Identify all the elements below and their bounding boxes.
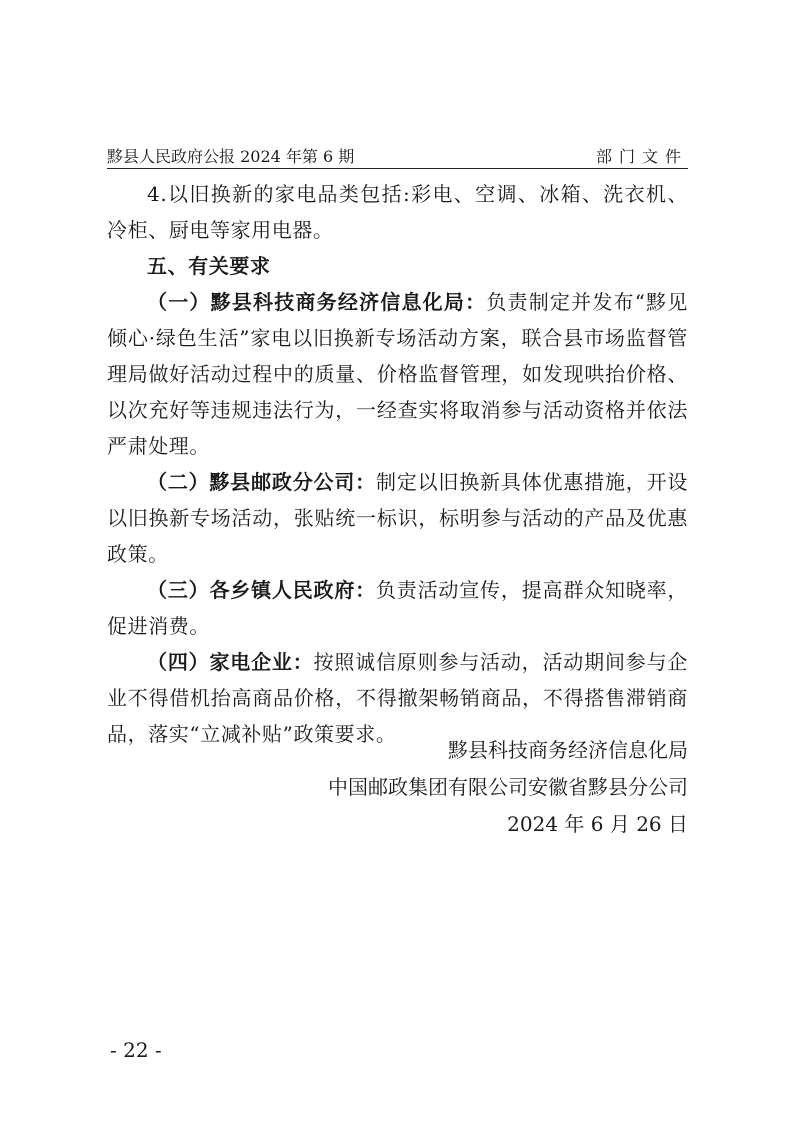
paragraph-heading: （一）黟县科技商务经济信息化局：: [147, 290, 487, 314]
paragraph-text: 制定以旧换新具体优惠措施，开设以旧换新专场活动，张贴统一标识，标明参与活动的产品及优惠政策。: [107, 470, 689, 566]
header-divider: [107, 168, 688, 169]
paragraph-appliance-categories: 4.以旧换新的家电品类包括:彩电、空调、冰箱、洗衣机、冷柜、厨电等家用电器。: [107, 182, 688, 242]
document-body: [107, 176, 688, 752]
paragraph-text: 负责活动宣传，提高群众知晓率，促进消费。: [107, 578, 689, 638]
paragraph-commerce-bureau: [107, 284, 688, 464]
page-number: - 22 -: [110, 1038, 162, 1062]
paragraph-text: 按照诚信原则参与活动，活动期间参与企业不得借机抬高商品价格，不得撤架畅销商品，不得搭售滞销商品，落实“立减补贴”政策要求。: [107, 650, 688, 746]
paragraph-heading: （四）家电企业：: [147, 650, 314, 674]
paragraph-postal-branch: [107, 464, 688, 572]
page-header: [107, 140, 688, 168]
paragraph-heading: （三）各乡镇人民政府：: [147, 578, 376, 602]
paragraph-text: 负责制定并发布“黟见倾心·绿色生活”家电以旧换新专场活动方案，联合县市场监督管理局做好活动过程中的质量、价格监督管理，如发现哄抬价格、以次充好等违规违法行为，一经查实将取消参与活动资格并依法严肃处理。: [107, 290, 688, 458]
paragraph-heading: （二）黟县邮政分公司：: [147, 470, 376, 494]
signature-org-postal: 中国邮政集团有限公司安徽省黟县分公司: [328, 775, 688, 799]
gazette-title: 黟县人民政府公报 2024 年第 6 期: [107, 147, 355, 166]
section-label: 部门文件: [595, 147, 688, 166]
section-heading-requirements: 五、有关要求: [147, 254, 271, 278]
paragraph-township-governments: [107, 572, 688, 644]
signature-date: 2024 年 6 月 26 日: [507, 812, 688, 836]
signature-org-commerce: 黟县科技商务经济信息化局: [448, 738, 688, 762]
